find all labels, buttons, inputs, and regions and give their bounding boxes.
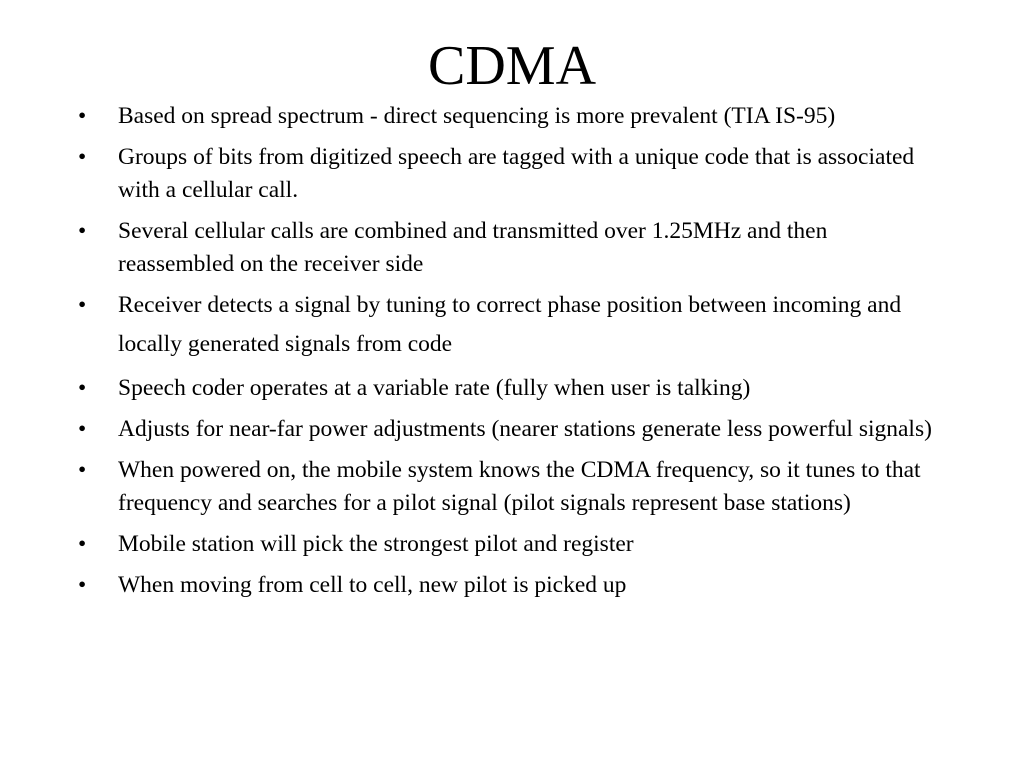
bullet-item xyxy=(78,413,938,446)
bullet-text: Several cellular calls are combined and transmitted over 1.25MHz and then reassembled on the receiver side xyxy=(118,218,828,277)
bullet-item xyxy=(78,528,938,561)
bullet-text: Based on spread spectrum - direct sequencing is more prevalent (TIA IS-95) xyxy=(118,103,836,129)
bullet-item xyxy=(78,454,938,520)
bullet-text: When powered on, the mobile system knows the CDMA frequency, so it tunes to that frequency and searches for a pilot signal (pilot signals represent base stations) xyxy=(118,457,921,516)
bullet-item xyxy=(78,215,938,281)
bullet-text: Adjusts for near-far power adjustments (nearer stations generate less powerful signals) xyxy=(118,416,932,442)
bullet-text: Receiver detects a signal by tuning to correct phase position between incoming and locally generated signals from code xyxy=(118,292,902,357)
bullet-item xyxy=(78,100,938,133)
bullet-text: Mobile station will pick the strongest pilot and register xyxy=(118,531,634,557)
slide-title: CDMA xyxy=(427,35,597,97)
bullet-item xyxy=(78,286,938,364)
bullet-text: When moving from cell to cell, new pilot is picked up xyxy=(118,572,627,598)
bullet-marker: • xyxy=(78,144,87,170)
bullet-marker: • xyxy=(78,103,87,129)
bullet-marker: • xyxy=(78,416,87,442)
bullet-marker: • xyxy=(78,292,87,318)
bullet-marker: • xyxy=(78,375,87,401)
bullet-marker: • xyxy=(78,218,87,244)
bullet-item xyxy=(78,569,938,602)
bullet-text: Speech coder operates at a variable rate (fully when user is talking) xyxy=(118,375,751,401)
bullet-text: Groups of bits from digitized speech are tagged with a unique code that is associated with a cellular call. xyxy=(118,144,915,203)
bullet-marker: • xyxy=(78,531,87,557)
bullet-marker: • xyxy=(78,457,87,483)
bullet-item xyxy=(78,372,938,405)
bullet-marker: • xyxy=(78,572,87,598)
bullet-item xyxy=(78,141,938,207)
bullet-list xyxy=(78,100,938,610)
